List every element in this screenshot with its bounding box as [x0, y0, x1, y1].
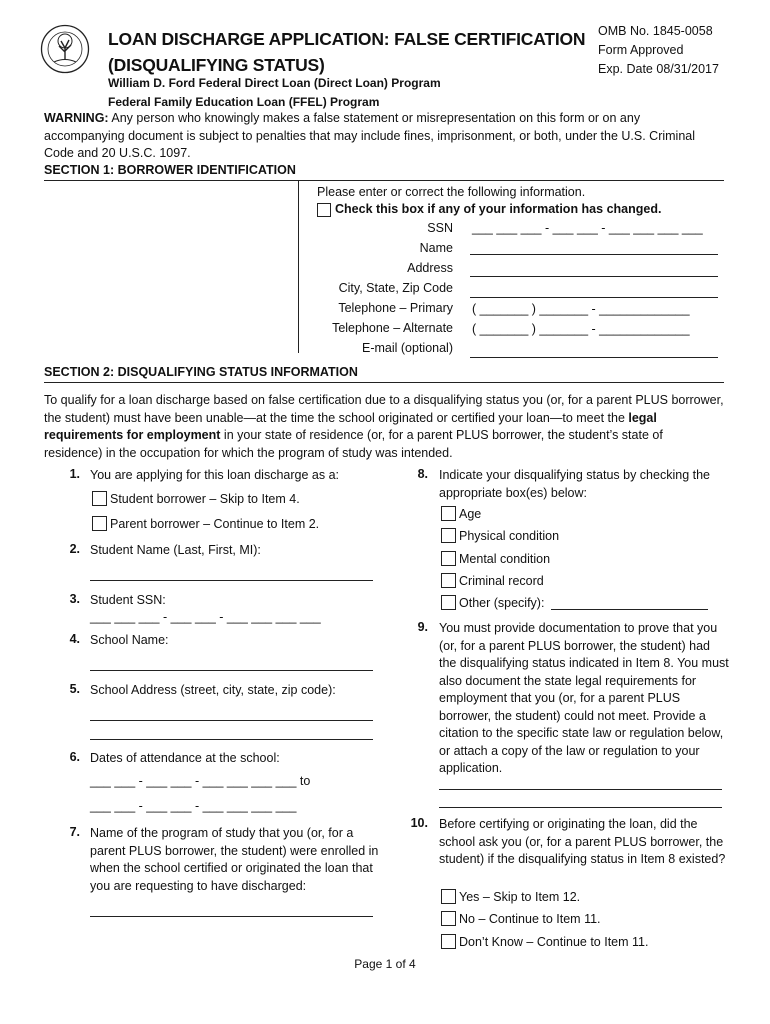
item3-text: Student SSN: — [90, 593, 166, 607]
other-specify-field[interactable] — [551, 595, 708, 610]
program-direct-loan: William D. Ford Federal Direct Loan (Direct Loan) Program — [108, 76, 441, 90]
item1-number: 1. — [69, 467, 80, 481]
program-names — [108, 74, 441, 112]
item9-text: You must provide documentation to prove that you (or, for a parent PLUS borrower, the student) had the disqualifying status indicated in Item 8. You must also document the state legal requirements for employment that you (or, for a parent PLUS borrower, the student) could not meet. Provide a citation to the specific state law or regulation below, or attach a copy of the law or regulation to your application. — [439, 621, 729, 775]
ssn-label: SSN — [427, 221, 453, 235]
section1-title: SECTION 1: BORROWER IDENTIFICATION — [44, 163, 296, 177]
warning-body: Any person who knowingly makes a false statement or misrepresentation on this form or on any accompanying document is subject to penalties that may include fines, imprisonment, or both, under the U.S. Criminal Code and 20 U.S.C. 1097. — [44, 111, 696, 160]
section2-rule — [44, 382, 724, 383]
intro-text-1: To qualify for a loan discharge based on false certification due to a disqualifying status you (or, for a parent PLUS borrower, the student) must have been unable—at the time the school originated or certified your loan—to meet the — [44, 393, 724, 425]
tel-alternate-field[interactable]: ( _______ ) _______ - _____________ — [472, 322, 690, 336]
item4-text: School Name: — [90, 633, 169, 647]
yes-checkbox[interactable] — [441, 889, 456, 904]
info-changed-row — [317, 202, 661, 217]
section2-intro — [44, 392, 724, 462]
attendance-to-field[interactable]: ___ ___ - ___ ___ - ___ ___ ___ ___ — [90, 799, 297, 813]
item4-number: 4. — [69, 632, 80, 646]
program-of-study-field[interactable] — [90, 902, 373, 917]
criminal-record-checkbox[interactable] — [441, 573, 456, 588]
seal-icon — [40, 24, 90, 74]
age-checkbox[interactable] — [441, 506, 456, 521]
parent-borrower-label: Parent borrower – Continue to Item 2. — [110, 517, 320, 531]
omb-number: OMB No. 1845-0058 — [598, 24, 713, 38]
info-changed-label: Check this box if any of your information has changed. — [335, 202, 662, 216]
parent-borrower-checkbox[interactable] — [92, 516, 107, 531]
intro-text-2: in your state of residence (or, for a parent PLUS borrower, the student’s state of residence) in the occupation for which the program of study was intended. — [44, 428, 663, 460]
dont-know-label: Don’t Know – Continue to Item 11. — [459, 935, 649, 949]
school-address-field-1[interactable] — [90, 706, 373, 721]
tel-primary-label: Telephone – Primary — [338, 301, 453, 315]
item6-number: 6. — [69, 750, 80, 764]
page-number: Page 1 of 4 — [354, 957, 416, 971]
name-field[interactable] — [470, 240, 718, 255]
school-name-field[interactable] — [90, 656, 373, 671]
item7-text: Name of the program of study that you (or, for a parent PLUS borrower, the student) were enrolled in when the school certified or originated the loan that you are requesting to have discharged: — [90, 826, 379, 893]
warning-label: WARNING: — [44, 111, 109, 125]
attendance-from-field[interactable]: ___ ___ - ___ ___ - ___ ___ ___ ___ to — [90, 774, 311, 788]
mental-condition-checkbox[interactable] — [441, 551, 456, 566]
warning-text — [44, 110, 724, 163]
item8-number: 8. — [417, 467, 428, 481]
email-label: E-mail (optional) — [361, 341, 453, 355]
city-label: City, State, Zip Code — [338, 281, 453, 295]
item5-number: 5. — [69, 682, 80, 696]
city-field[interactable] — [470, 283, 718, 298]
address-label: Address — [407, 261, 453, 275]
physical-condition-checkbox[interactable] — [441, 528, 456, 543]
section1-divider — [298, 180, 299, 353]
student-ssn-field[interactable]: ___ ___ ___ - ___ ___ - ___ ___ ___ ___ — [90, 610, 321, 624]
dont-know-checkbox[interactable] — [441, 934, 456, 949]
name-label: Name — [419, 241, 453, 255]
age-label: Age — [459, 507, 482, 521]
student-borrower-checkbox[interactable] — [92, 491, 107, 506]
no-checkbox[interactable] — [441, 911, 456, 926]
intro-bold: legal requirements for employment — [44, 410, 657, 442]
student-name-field[interactable] — [90, 566, 373, 581]
form-title — [108, 26, 585, 78]
expiration-date: Exp. Date 08/31/2017 — [598, 62, 719, 76]
item2-text: Student Name (Last, First, MI): — [90, 543, 261, 557]
item2-number: 2. — [69, 542, 80, 556]
tel-primary-field[interactable]: ( _______ ) _______ - _____________ — [472, 302, 690, 316]
form-title-line1: LOAN DISCHARGE APPLICATION: FALSE CERTIFICATION — [108, 29, 586, 49]
form-title-line2: (DISQUALIFYING STATUS) — [108, 55, 325, 75]
yes-label: Yes – Skip to Item 12. — [459, 890, 581, 904]
item1-text: You are applying for this loan discharge as a: — [90, 468, 340, 482]
info-changed-checkbox[interactable] — [317, 203, 331, 217]
state-law-citation-field-2[interactable] — [439, 793, 722, 808]
address-field[interactable] — [470, 262, 718, 277]
item8-text: Indicate your disqualifying status by checking the appropriate box(es) below: — [439, 468, 710, 500]
item9-number: 9. — [417, 620, 428, 634]
omb-block — [598, 22, 719, 79]
item7-number: 7. — [69, 825, 80, 839]
email-field[interactable] — [470, 343, 718, 358]
item10-number: 10. — [410, 816, 428, 830]
state-law-citation-field-1[interactable] — [439, 775, 722, 790]
item10-text: Before certifying or originating the loan, did the school ask you (or, for a parent PLUS borrower, the student) if the disqualifying status in Item 8 existed? — [439, 817, 726, 866]
form-approved: Form Approved — [598, 43, 684, 57]
mental-condition-label: Mental condition — [459, 552, 551, 566]
school-address-field-2[interactable] — [90, 725, 373, 740]
section1-instruction: Please enter or correct the following information. — [317, 185, 586, 199]
other-label: Other (specify): — [459, 596, 545, 610]
program-ffel: Federal Family Education Loan (FFEL) Program — [108, 95, 380, 109]
other-checkbox[interactable] — [441, 595, 456, 610]
section2-title: SECTION 2: DISQUALIFYING STATUS INFORMATION — [44, 365, 358, 379]
item5-text: School Address (street, city, state, zip code): — [90, 683, 336, 697]
criminal-record-label: Criminal record — [459, 574, 544, 588]
section1-rule — [44, 180, 724, 181]
tel-alternate-label: Telephone – Alternate — [332, 321, 453, 335]
ssn-field[interactable]: ___ ___ ___ - ___ ___ - ___ ___ ___ ___ — [472, 221, 703, 235]
no-label: No – Continue to Item 11. — [459, 912, 601, 926]
student-borrower-label: Student borrower – Skip to Item 4. — [110, 492, 300, 506]
physical-condition-label: Physical condition — [459, 529, 560, 543]
item6-text: Dates of attendance at the school: — [90, 751, 280, 765]
item3-number: 3. — [69, 592, 80, 606]
